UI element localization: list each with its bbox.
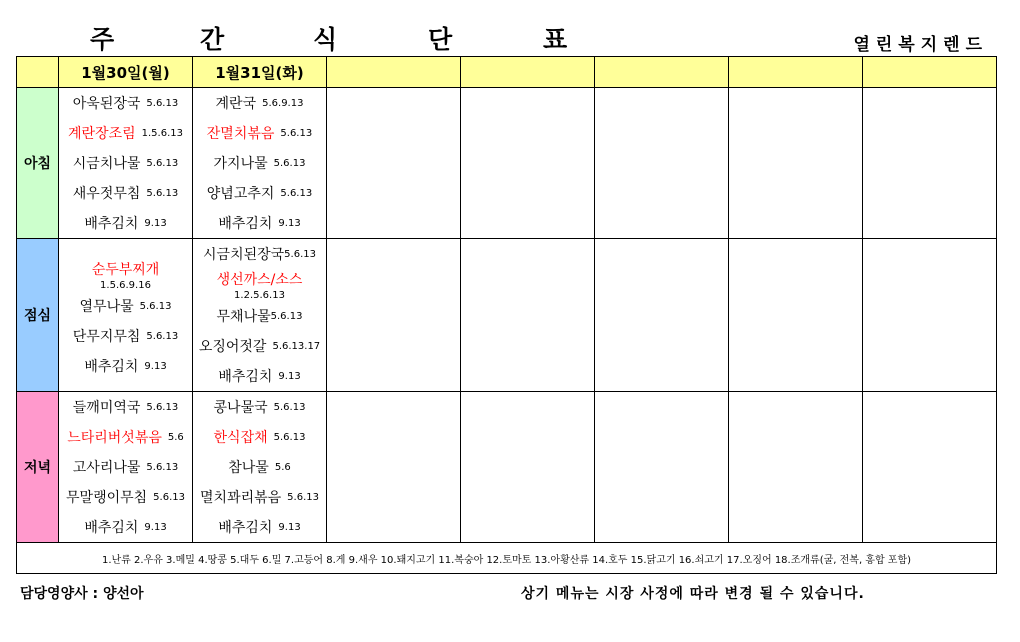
allergy-codes: 5.6.13 [146, 157, 179, 169]
dish [59, 392, 192, 422]
dish-name: 시금치된장국 [203, 247, 285, 263]
day-cell [193, 239, 327, 392]
meal-label-dinner: 저녁 [17, 392, 59, 543]
dish-name: 양념고추지 [206, 186, 275, 202]
allergy-codes: 9.13 [278, 521, 301, 533]
day-cell [59, 392, 193, 543]
title-char: 표 [543, 25, 568, 54]
empty-day-cell [327, 239, 461, 392]
dish [59, 351, 192, 381]
allergy-codes: 9.13 [144, 217, 167, 229]
dish [59, 118, 192, 148]
meal-label-lunch: 점심 [17, 239, 59, 392]
dish-name: 무말랭이무침 [66, 490, 148, 506]
dish-name: 콩나물국 [213, 400, 268, 416]
dish [59, 208, 192, 238]
dish-name: 무채나물 [216, 309, 271, 325]
day-cell [193, 88, 327, 239]
allergy-codes: 5.6.13 [146, 330, 179, 342]
empty-day-cell [595, 239, 729, 392]
dish [193, 269, 326, 289]
dish [193, 512, 326, 542]
empty-day-cell [863, 392, 997, 543]
allergy-codes: 9.13 [278, 370, 301, 382]
allergy-codes: 5.6.13 [287, 491, 319, 503]
dish-name: 고사리나물 [72, 460, 141, 476]
dish [193, 331, 326, 361]
allergy-codes: 5.6.13 [146, 187, 179, 199]
empty-day-cell [863, 239, 997, 392]
allergy-codes: 5.6.13 [146, 401, 179, 413]
dish [193, 148, 326, 178]
dish-name: 오징어젓갈 [198, 339, 267, 355]
dish-name: 배추김치 [218, 216, 273, 232]
dish [59, 291, 192, 321]
dish-name: 멸치꽈리볶음 [200, 490, 282, 506]
allergy-codes: 5.6.13 [273, 431, 306, 443]
date-header [595, 57, 729, 88]
dish [193, 208, 326, 238]
dish-name: 계란국 [215, 96, 257, 112]
allergy-codes: 5.6.13 [146, 97, 179, 109]
allergy-codes: 1.5.6.13 [141, 127, 183, 139]
dish-name: 순두부찌개 [91, 262, 160, 278]
title-char: 간 [200, 25, 225, 54]
allergy-codes: 5.6.13 [270, 310, 303, 322]
dish [193, 301, 326, 331]
allergy-codes: 5.6.13 [146, 461, 179, 473]
allergy-codes: 5.6 [274, 461, 291, 473]
title-row [0, 0, 1020, 56]
empty-day-cell [729, 239, 863, 392]
allergy-codes: 5.6.13 [139, 300, 172, 312]
dish-name: 참나물 [228, 460, 269, 476]
allergy-codes: 9.13 [278, 217, 301, 229]
allergy-codes: 5.6.13 [273, 157, 306, 169]
title-char: 단 [428, 25, 453, 54]
date-header [863, 57, 997, 88]
weekly-menu-table [16, 56, 997, 574]
date-header [729, 57, 863, 88]
dish-name: 가지나물 [213, 156, 268, 172]
breakfast-row [17, 88, 997, 239]
dish [193, 239, 326, 269]
dietitian-name: 담당영양사 : 양선아 [20, 586, 144, 602]
dish [59, 178, 192, 208]
corner-cell [17, 57, 59, 88]
allergy-codes: 5.6 [167, 431, 184, 443]
allergy-codes: 9.13 [144, 360, 167, 372]
empty-day-cell [327, 88, 461, 239]
allergy-codes: 5.6.13.17 [272, 340, 321, 352]
dish-name: 배추김치 [84, 520, 139, 536]
empty-day-cell [595, 88, 729, 239]
date-header [461, 57, 595, 88]
dish-name: 배추김치 [218, 520, 273, 536]
organization-name: 열린복지렌드 [853, 35, 988, 55]
dish-name: 시금치나물 [72, 156, 141, 172]
dish [59, 321, 192, 351]
date-header: 1월31일(화) [193, 57, 327, 88]
dish [193, 452, 326, 482]
empty-day-cell [461, 88, 595, 239]
title-char: 주 [90, 25, 115, 54]
dish [59, 88, 192, 118]
dish [193, 361, 326, 391]
dish [193, 178, 326, 208]
dish-name: 단무지무침 [72, 329, 141, 345]
allergy-codes: 5.6.13 [153, 491, 185, 503]
date-header: 1월30일(월) [59, 57, 193, 88]
meal-label-breakfast: 아침 [17, 88, 59, 239]
dish-name: 배추김치 [218, 369, 273, 385]
dish [59, 422, 192, 452]
date-header-row [17, 57, 997, 88]
dish [59, 148, 192, 178]
dish [193, 118, 326, 148]
allergy-codes: 1.5.6.9.16 [100, 279, 151, 291]
dish-name: 열무나물 [79, 299, 134, 315]
day-cell [59, 88, 193, 239]
title-char: 식 [313, 25, 338, 54]
allergy-codes: 5.6.13 [284, 248, 316, 260]
allergy-codes: 5.6.13 [273, 401, 306, 413]
dish-name: 계란장조림 [68, 126, 136, 142]
dish [59, 452, 192, 482]
dish-name: 아욱된장국 [72, 96, 141, 112]
allergy-codes: 9.13 [144, 521, 167, 533]
dish-name: 잔멸치볶음 [206, 126, 275, 142]
dish-allergy-line [193, 289, 326, 301]
empty-day-cell [729, 88, 863, 239]
day-cell [59, 239, 193, 392]
dish-name: 배추김치 [84, 216, 139, 232]
allergy-codes: 5.6.13 [280, 187, 313, 199]
dinner-row [17, 392, 997, 543]
allergy-codes: 5.6.13 [280, 127, 313, 139]
lunch-row [17, 239, 997, 392]
allergy-legend: 1.난류 2.우유 3.메밀 4.땅콩 5.대두 6.밀 7.고등어 8.게 9.새우 10.돼지고기 11.복숭아 12.토마토 13.아황산류 14.호두 15.닭고기 16.쇠고기 17.오징어 18.조개류(굴, 전복, 홍합 포함) [17, 543, 997, 574]
dish-allergy-line [59, 279, 192, 291]
empty-day-cell [461, 239, 595, 392]
dish-name: 새우젓무침 [72, 186, 141, 202]
dish [193, 482, 326, 512]
empty-day-cell [595, 392, 729, 543]
dish-name: 들깨미역국 [72, 400, 141, 416]
date-header [327, 57, 461, 88]
dish [59, 259, 192, 279]
dish [59, 482, 192, 512]
empty-day-cell [327, 392, 461, 543]
empty-day-cell [729, 392, 863, 543]
dish-name: 한식잡채 [213, 430, 268, 446]
dish-name: 느타리버섯볶음 [67, 430, 162, 446]
dish [193, 422, 326, 452]
dish [193, 88, 326, 118]
menu-change-notice: 상기 메뉴는 시장 사정에 따라 변경 될 수 있습니다. [521, 586, 865, 602]
dish-name: 생선까스/소스 [216, 272, 303, 288]
allergy-codes: 1.2.5.6.13 [234, 289, 285, 301]
dish [193, 392, 326, 422]
day-cell [193, 392, 327, 543]
allergy-codes: 5.6.9.13 [262, 97, 304, 109]
empty-day-cell [863, 88, 997, 239]
dish [59, 512, 192, 542]
empty-day-cell [461, 392, 595, 543]
dish-name: 배추김치 [84, 359, 139, 375]
legend-row [17, 543, 997, 574]
